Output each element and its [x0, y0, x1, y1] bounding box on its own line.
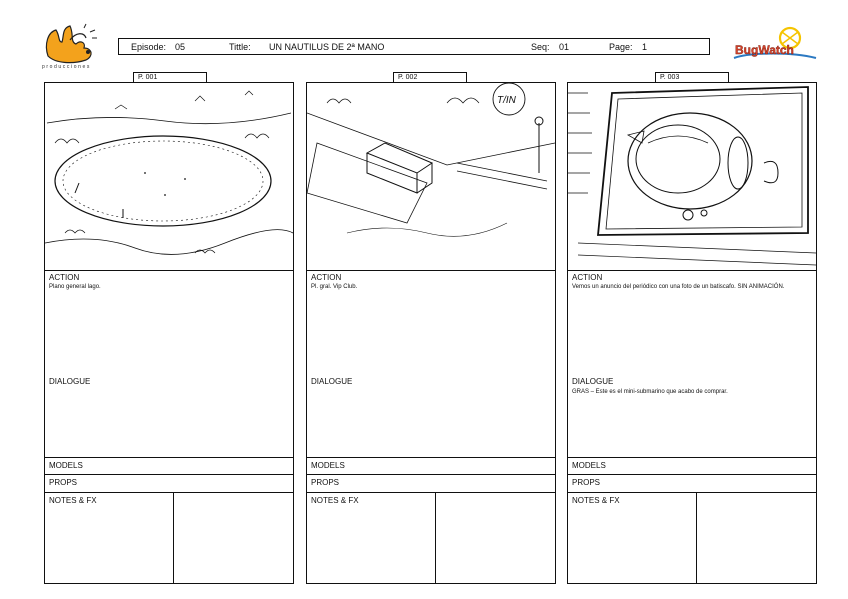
panel-3-dialogue-text: GRAS – Este es el mini-submarino que acabo de comprar.	[572, 389, 728, 395]
panel-1-divider	[45, 474, 293, 475]
panel-2-props-label: PROPS	[311, 478, 340, 487]
page-label: Page:	[609, 42, 633, 52]
panel-2-drawing-vip-club	[307, 83, 555, 271]
panel-1-drawing-lake	[45, 83, 293, 271]
panel-3-drawing-bathyscaphe	[568, 83, 816, 271]
episode-label: Episode:	[131, 42, 167, 52]
seq-value: 01	[559, 42, 570, 52]
panel-1-divider	[45, 457, 293, 458]
panel-2-divider	[307, 492, 555, 493]
panel-3-divider	[568, 474, 816, 475]
panel-2-divider	[307, 457, 555, 458]
panel-1-action-label: ACTION	[49, 273, 80, 282]
panel-2-models-label: MODELS	[311, 461, 345, 470]
panel-2-dialogue-label: DIALOGUE	[311, 377, 353, 386]
episode-value: 05	[175, 42, 186, 52]
panel-3-divider	[568, 457, 816, 458]
panel-3-notes-divider	[696, 492, 697, 583]
panel-3-action-text: Vemos un anuncio del periódico con una foto de un batiscafo. SIN ANIMACIÓN.	[572, 284, 785, 290]
panel-3-dialogue-label: DIALOGUE	[572, 377, 614, 386]
brand-logo-text: BugWatch	[735, 43, 794, 57]
panel-tab-003: P. 003	[655, 72, 729, 82]
panel-1-action-text: Plano general lago.	[49, 284, 101, 290]
panel-1-notes-label: NOTES & FX	[49, 496, 97, 505]
storyboard-panel-3	[567, 82, 817, 584]
panel-2-divider	[307, 474, 555, 475]
panel-3-action-label: ACTION	[572, 273, 603, 282]
panel-3-props-label: PROPS	[572, 478, 601, 487]
panel-3-models-label: MODELS	[572, 461, 606, 470]
drawing-note-tin: T/IN	[497, 95, 516, 106]
storyboard-panel-2	[306, 82, 556, 584]
company-tagline: producciones	[42, 64, 91, 70]
panel-3-notes-label: NOTES & FX	[572, 496, 620, 505]
title-value: UN NAUTILUS DE 2ª MANO	[269, 42, 385, 52]
panel-1-divider	[45, 492, 293, 493]
panel-tab-002: P. 002	[393, 72, 467, 82]
panel-2-action-text: Pl. gral. Vip Club.	[311, 284, 358, 290]
brand-logo	[732, 24, 818, 66]
storyboard-panel-1	[44, 82, 294, 584]
panel-2-notes-label: NOTES & FX	[311, 496, 359, 505]
panel-1-models-label: MODELS	[49, 461, 83, 470]
panel-2-action-label: ACTION	[311, 273, 342, 282]
panel-3-divider	[568, 492, 816, 493]
page-value: 1	[642, 42, 648, 52]
panel-1-props-label: PROPS	[49, 478, 78, 487]
panel-2-notes-divider	[435, 492, 436, 583]
panel-1-dialogue-label: DIALOGUE	[49, 377, 91, 386]
panel-1-notes-divider	[173, 492, 174, 583]
header-bar	[118, 38, 710, 55]
seq-label: Seq:	[531, 42, 550, 52]
panel-tab-001: P. 001	[133, 72, 207, 82]
title-label: Tittle:	[229, 42, 251, 52]
